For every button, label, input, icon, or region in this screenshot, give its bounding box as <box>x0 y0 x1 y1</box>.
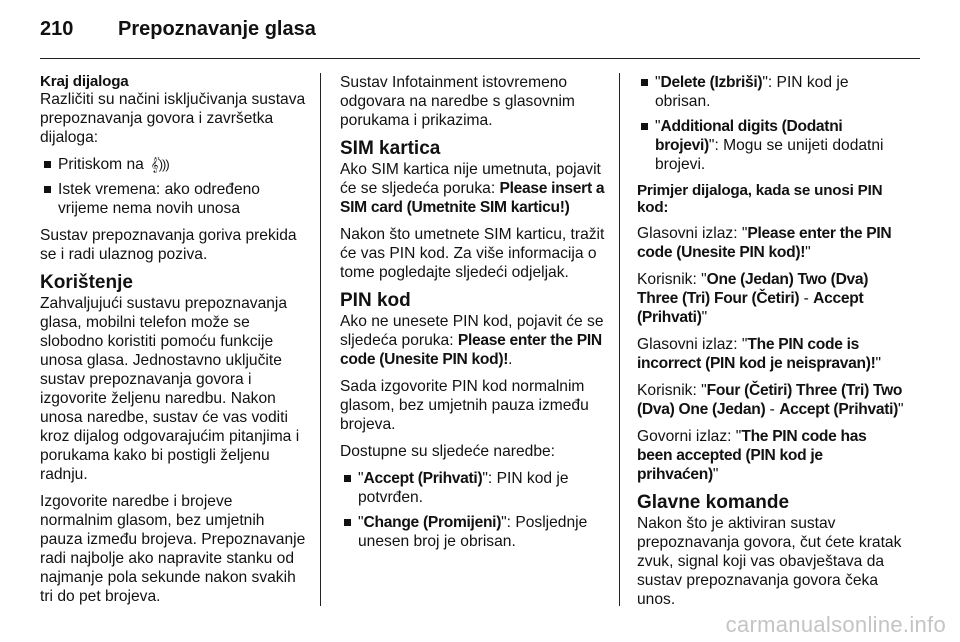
dialog-line: Glasovni izlaz: "Please enter the PIN code (Unesite PIN kod)!" <box>637 225 892 261</box>
commands-list <box>340 469 606 551</box>
glavne-paragraph: Nakon što je aktiviran sustav prepoznavanja govora, čut ćete kratak zvuk, signal koji vas obavještava da sustav prepoznavanja govora čeka unos. <box>637 515 902 608</box>
commands-intro: Dostupne su sljedeće naredbe: <box>340 443 555 460</box>
column-divider-2 <box>619 73 620 606</box>
list-item: "Delete (Izbriši)": PIN kod je obrisan. <box>637 73 905 111</box>
kraj-paragraph: Različiti su načini isključivanja sustava prepoznavanja govora i završetka dijaloga: <box>40 91 306 146</box>
izgovorite-paragraph: Izgovorite naredbe i brojeve normalnim glasom, bez umjetnih pauza između brojeva. Prepoznavanje radi najbolje ako napravite stanku od najmanje pola sekunde nakon svakih tri do pet brojeva. <box>40 493 306 605</box>
list-item: "Additional digits (Dodatni brojevi)": Mogu se unijeti dodatni brojevi. <box>637 117 905 174</box>
list-item: "Change (Promijeni)": Posljednje unesen broj je obrisan. <box>340 513 606 551</box>
section-heading-koristenje: Korištenje <box>40 272 133 293</box>
page-header <box>40 18 920 48</box>
watermark: carmanualsonline.info <box>725 612 946 637</box>
sim-paragraph: Ako SIM kartica nije umetnuta, pojavit će se sljedeća poruka: Please insert a SIM card (Umetnite SIM karticu!) <box>340 161 605 216</box>
dialog-line: Korisnik: "One (Jedan) Two (Dva) Three (Tri) Four (Četiri) - Accept (Prihvati)" <box>637 271 869 326</box>
pin-paragraph: Ako ne unesete PIN kod, pojavit će se sljedeća poruka: Please enter the PIN code (Unesite PIN kod)!. <box>340 313 604 368</box>
bullet-icon <box>44 186 51 193</box>
bullet-icon <box>641 79 648 86</box>
bullet-icon <box>44 161 51 168</box>
section-heading-sim: SIM kartica <box>340 138 441 159</box>
section-heading-kraj: Kraj dijaloga <box>40 73 129 90</box>
column-1 <box>40 73 306 614</box>
paragraph: Sustav prepoznavanja goriva prekida se i radi ulaznog poziva. <box>40 227 297 263</box>
kraj-list <box>40 155 306 218</box>
list-item: Pritiskom na 𝄟︎))) <box>40 155 306 174</box>
column-3 <box>637 73 905 617</box>
dialog-line: Govorni izlaz: "The PIN code has been accepted (PIN kod je prihvaćen)" <box>637 428 867 483</box>
page-number: 210 <box>40 18 74 40</box>
bullet-icon <box>344 475 351 482</box>
pin-after-paragraph: Sada izgovorite PIN kod normalnim glasom, bez umjetnih pauza između brojeva. <box>340 378 589 433</box>
sim-after-paragraph: Nakon što umetnete SIM karticu, tražit će vas PIN kod. Za više informacija o tome pogledajte sljedeći odjeljak. <box>340 226 605 281</box>
bullet-icon <box>344 519 351 526</box>
list-item: Istek vremena: ako određeno vrijeme nema novih unosa <box>40 180 306 218</box>
column-divider-1 <box>320 73 321 606</box>
header-rule <box>40 58 920 59</box>
koristenje-paragraph: Zahvaljujući sustavu prepoznavanja glasa, mobilni telefon može se slobodno koristiti pomoću funkcije unosa glasa. Jednostavno uključite sustav prepoznavanja govora i izgovorite željenu naredbu. Nakon unosa naredbe, sustav će vas voditi kroz dijalog odgovarajućim pitanjima i porukama kako bi postigli željenu radnju. <box>40 295 300 483</box>
list-item: "Accept (Prihvati)": PIN kod je potvrđen. <box>340 469 606 507</box>
example-heading: Primjer dijaloga, kada se unosi PIN kod: <box>637 182 883 216</box>
intro-paragraph: Sustav Infotainment istovremeno odgovara na naredbe s glasovnim porukama i prikazima. <box>340 74 575 129</box>
section-heading-glavne: Glavne komande <box>637 492 790 513</box>
section-heading-pin: PIN kod <box>340 290 411 311</box>
column-2 <box>340 73 606 559</box>
voice-button-icon: 𝄟︎))) <box>148 157 169 172</box>
bullet-icon <box>641 123 648 130</box>
page-title: Prepoznavanje glasa <box>118 18 316 40</box>
commands-list-continued <box>637 73 905 174</box>
dialog-line: Glasovni izlaz: "The PIN code is incorrect (PIN kod je neispravan)!" <box>637 336 882 372</box>
dialog-line: Korisnik: "Four (Četiri) Three (Tri) Two (Dva) One (Jedan) - Accept (Prihvati)" <box>637 382 904 418</box>
